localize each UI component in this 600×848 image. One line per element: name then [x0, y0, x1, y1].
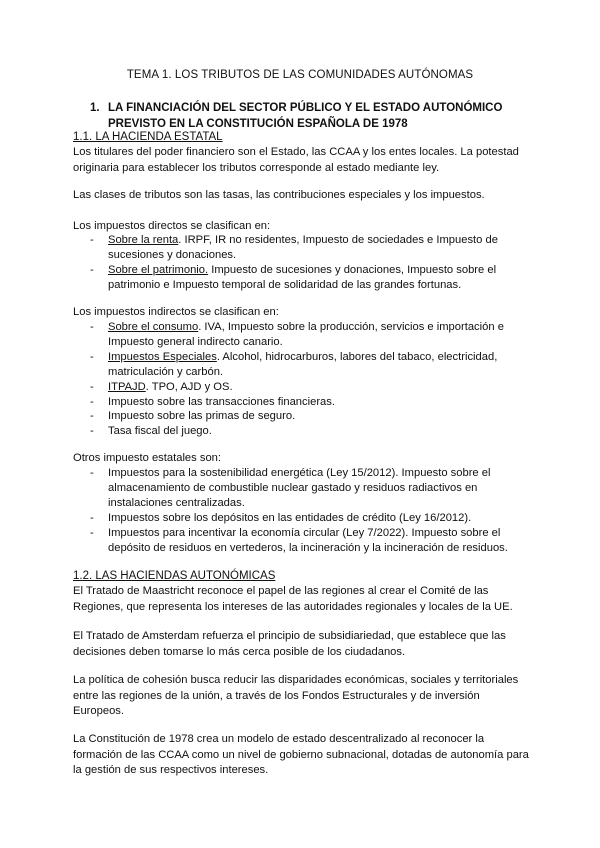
- paragraph: La Constitución de 1978 crea un modelo de estado descentralizado al reconocer la formación de las CCAA como un nivel de gobierno subnacional, dotadas de autonomía para la gestión de sus respectivos intereses.: [73, 733, 529, 776]
- list-directos: [90, 233, 520, 293]
- list-item: - Impuestos sobre los depósitos en las entidades de crédito (Ley 16/2012).: [90, 511, 520, 526]
- list-item: - Impuestos para incentivar la economía circular (Ley 7/2022). Impuesto sobre el depósito de residuos en vertederos, la incineración y la incineración de residuos.: [90, 526, 520, 556]
- list-item: - Impuesto sobre las transacciones financieras.: [90, 395, 520, 410]
- list-item: - Tasa fiscal del juego.: [90, 424, 520, 439]
- list-item: - Sobre el patrimonio. Impuesto de sucesiones y donaciones, Impuesto sobre el patrimonio e Impuesto temporal de solidaridad de las grandes fortunas.: [90, 263, 520, 293]
- heading-1: [90, 100, 530, 132]
- list-otros: [90, 466, 520, 555]
- list-item: - ITPAJD. TPO, AJD y OS.: [90, 380, 520, 395]
- paragraph: El Tratado de Maastricht reconoce el papel de las regiones al crear el Comité de las Regiones, que representa los intereses de las autoridades regionales y locales de la UE.: [73, 585, 513, 613]
- heading-1-number: 1.: [90, 102, 100, 114]
- paragraph: Las clases de tributos son las tasas, las contribuciones especiales y los impuestos.: [73, 189, 485, 201]
- page-title: TEMA 1. LOS TRIBUTOS DE LAS COMUNIDADES AUTÓNOMAS: [126, 69, 474, 81]
- list-item: - Impuesto sobre las primas de seguro.: [90, 409, 520, 424]
- paragraph-indirectos-intro: Los impuestos indirectos se clasifican en:: [73, 306, 279, 318]
- list-item: - Sobre el consumo. IVA, Impuesto sobre la producción, servicios e importación e Impuesto general indirecto canario.: [90, 320, 520, 350]
- heading-1-text: LA FINANCIACIÓN DEL SECTOR PÚBLICO Y EL ESTADO AUTONÓMICO PREVISTO EN LA CONSTITUCIÓN ESPAÑOLA DE 1978: [108, 102, 503, 130]
- paragraph-directos-intro: Los impuestos directos se clasifican en:: [73, 220, 271, 232]
- paragraph: Los titulares del poder financiero son el Estado, las CCAA y los entes locales. La potestad originaria para establecer los tributos corresponde al estado mediante ley.: [73, 146, 519, 174]
- section-title-haciendas-autonomicas: 1.2. LAS HACIENDAS AUTONÓMICAS: [73, 570, 276, 582]
- list-item: - Impuestos Especiales. Alcohol, hidrocarburos, labores del tabaco, electricidad, matriculación y carbón.: [90, 350, 520, 380]
- list-indirectos: [90, 320, 520, 439]
- section-title-hacienda-estatal: 1.1. LA HACIENDA ESTATAL: [73, 131, 223, 143]
- paragraph: La política de cohesión busca reducir las disparidades económicas, sociales y territoriales entre las regiones de la unión, a través de los Fondos Estructurales y de inversión Europeos.: [73, 674, 519, 717]
- list-item: - Impuestos para la sostenibilidad energética (Ley 15/2012). Impuesto sobre el almacenamiento de combustible nuclear gastado y residuos radiactivos en instalaciones centralizadas.: [90, 466, 520, 511]
- paragraph-otros-intro: Otros impuesto estatales son:: [73, 452, 221, 464]
- paragraph: El Tratado de Amsterdam refuerza el principio de subsidiariedad, que establece que las decisiones deben tomarse lo más cerca posible de los ciudadanos.: [73, 630, 506, 658]
- list-item: - Sobre la renta. IRPF, IR no residentes, Impuesto de sociedades e Impuesto de sucesiones y donaciones.: [90, 233, 520, 263]
